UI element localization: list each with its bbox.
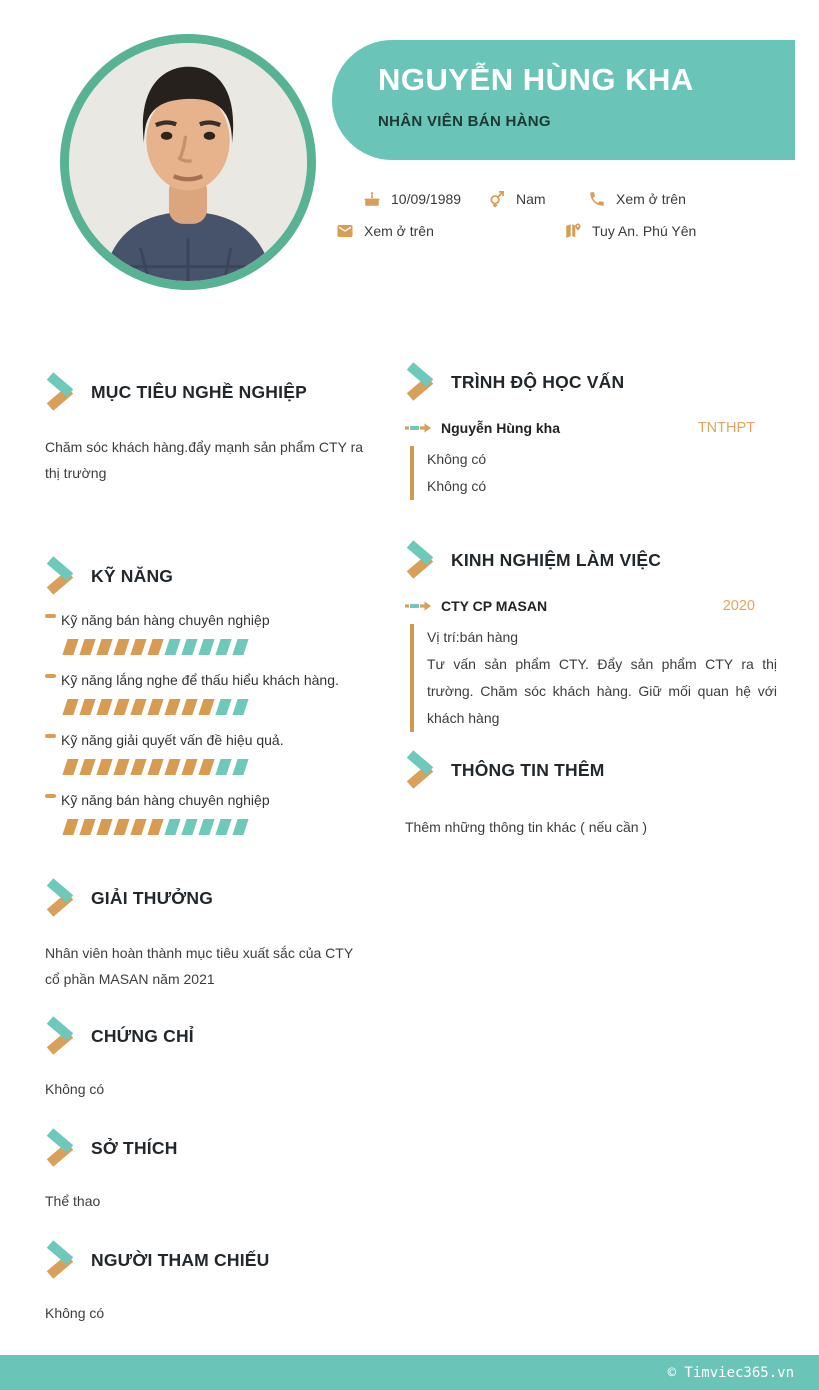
section-title: SỞ THÍCH (91, 1137, 178, 1158)
skill-label: Kỹ năng giải quyết vấn đề hiệu quả. (61, 732, 284, 748)
skill-level-bar (65, 759, 367, 776)
skill-segment (215, 699, 231, 715)
contact-phone-value: Xem ở trên (616, 191, 686, 207)
profile-photo (60, 34, 316, 290)
dash-bullet-icon (45, 614, 56, 618)
skill-segment (198, 639, 214, 655)
skill-segment (62, 759, 78, 775)
skill-level-bar (65, 639, 367, 656)
skill-segment (96, 819, 112, 835)
skill-segment (181, 639, 197, 655)
skill-segment (147, 699, 163, 715)
chevron-section-icon (45, 878, 76, 918)
section-title: TRÌNH ĐỘ HỌC VẤN (451, 371, 625, 392)
phone-icon (588, 190, 606, 208)
section-title: MỤC TIÊU NGHỀ NGHIỆP (91, 381, 307, 402)
chevron-section-icon (45, 556, 76, 596)
skill-segment (130, 759, 146, 775)
certificates-text: Không có (45, 1081, 105, 1097)
section-title: GIẢI THƯỞNG (91, 887, 214, 908)
section-awards (45, 878, 367, 992)
skill-segment (96, 759, 112, 775)
section-header (405, 362, 777, 402)
section-header (405, 750, 777, 790)
section-header (45, 1128, 367, 1168)
left-column (45, 372, 367, 1326)
skill-segment (232, 819, 248, 835)
section-title: KỸ NĂNG (91, 565, 174, 586)
education-detail-line: Không có (427, 451, 487, 467)
skill-segment (147, 819, 163, 835)
skill-label: Kỹ năng bán hàng chuyên nghiệp (61, 792, 270, 808)
education-details (410, 446, 777, 500)
footer-bar (0, 1355, 819, 1390)
skill-level-bar (65, 819, 367, 836)
section-experience (405, 540, 777, 732)
skill-segment (96, 699, 112, 715)
skill-segment (232, 699, 248, 715)
contact-birthday (363, 190, 461, 208)
objective-text: Chăm sóc khách hàng.đẩy mạnh sản phẩm CTY ra thị trường (45, 439, 364, 481)
education-entry-name-wrap (405, 420, 560, 436)
skill-segment (198, 759, 214, 775)
section-additional-info (405, 750, 777, 840)
chevron-section-icon (405, 540, 436, 580)
experience-description: Tư vấn sản phẩm CTY. Đẩy sản phẩm CTY ra thị trường. Chăm sóc khách hàng. Giữ mối quan hệ với khách hàng (427, 656, 777, 726)
skill-label: Kỹ năng lắng nghe để thấu hiểu khách hàng. (61, 672, 339, 688)
chevron-section-icon (405, 362, 436, 402)
education-entry-row (405, 420, 777, 436)
skill-segment (96, 639, 112, 655)
job-title: NHÂN VIÊN BÁN HÀNG (378, 113, 551, 130)
dash-bullet-icon (45, 674, 56, 678)
skill-segment (130, 819, 146, 835)
skill-segment (113, 819, 129, 835)
contact-address (564, 222, 696, 240)
skill-segment (232, 759, 248, 775)
birthday-cake-icon (363, 190, 381, 208)
section-title: NGƯỜI THAM CHIẾU (91, 1249, 270, 1270)
skill-item (45, 790, 367, 836)
section-title: KINH NGHIỆM LÀM VIỆC (451, 549, 662, 570)
contact-gender (488, 190, 546, 208)
skill-label: Kỹ năng bán hàng chuyên nghiệp (61, 612, 270, 628)
experience-tag: 2020 (722, 598, 755, 614)
references-text: Không có (45, 1305, 105, 1321)
dash-bullet-icon (45, 794, 56, 798)
arrow-bullet-icon (405, 423, 431, 433)
skill-level-bar (65, 699, 367, 716)
education-detail-line: Không có (427, 478, 487, 494)
right-column (405, 362, 777, 840)
skill-item (45, 730, 367, 776)
section-hobbies (45, 1128, 367, 1214)
section-title: CHỨNG CHỈ (91, 1025, 194, 1046)
skill-item (45, 670, 367, 716)
experience-details (410, 624, 777, 732)
section-header (45, 878, 367, 918)
education-name: Nguyễn Hùng kha (441, 420, 561, 436)
header-banner (332, 40, 795, 160)
skill-segment (198, 699, 214, 715)
chevron-section-icon (45, 1128, 76, 1168)
skill-segment (232, 639, 248, 655)
section-skills (45, 556, 367, 836)
skill-segment (113, 639, 129, 655)
chevron-section-icon (45, 1016, 76, 1056)
contact-email-value: Xem ở trên (364, 223, 434, 239)
skill-segment (181, 699, 197, 715)
section-objective (45, 372, 367, 486)
section-certificates (45, 1016, 367, 1102)
section-education (405, 362, 777, 500)
skill-segment (79, 639, 95, 655)
skill-segment (113, 759, 129, 775)
skill-segment (215, 819, 231, 835)
mail-icon (336, 222, 354, 240)
skill-segment (79, 759, 95, 775)
contact-address-value: Tuy An. Phú Yên (592, 223, 697, 239)
arrow-bullet-icon (405, 601, 431, 611)
section-header (45, 372, 367, 412)
candidate-name: NGUYỄN HÙNG KHA (378, 62, 694, 97)
section-title: THÔNG TIN THÊM (451, 759, 605, 780)
skill-segment (62, 819, 78, 835)
skill-segment (147, 639, 163, 655)
skill-segment (181, 819, 197, 835)
additional-info-text: Thêm những thông tin khác ( nếu cần ) (405, 819, 648, 835)
skill-segment (198, 819, 214, 835)
section-header (45, 556, 367, 596)
skill-segment (62, 639, 78, 655)
chevron-section-icon (45, 1240, 76, 1280)
skill-segment (164, 759, 180, 775)
portrait-illustration (69, 43, 307, 281)
skill-segment (164, 819, 180, 835)
skills-list (45, 610, 367, 836)
section-header (45, 1016, 367, 1056)
map-pin-icon (564, 222, 582, 240)
section-references (45, 1240, 367, 1326)
skill-segment (147, 759, 163, 775)
skill-segment (130, 639, 146, 655)
contact-phone (588, 190, 686, 208)
dash-bullet-icon (45, 734, 56, 738)
gender-icon (488, 190, 506, 208)
skill-item (45, 610, 367, 656)
skill-segment (215, 639, 231, 655)
experience-entry-row (405, 598, 777, 614)
experience-position: Vị trí:bán hàng (427, 629, 519, 645)
skill-segment (215, 759, 231, 775)
skill-segment (181, 759, 197, 775)
hobbies-text: Thể thao (45, 1193, 101, 1209)
skill-segment (79, 819, 95, 835)
chevron-section-icon (45, 372, 76, 412)
skill-segment (130, 699, 146, 715)
skill-segment (164, 699, 180, 715)
contact-gender-value: Nam (516, 191, 546, 207)
contact-birthday-value: 10/09/1989 (391, 191, 462, 207)
contact-email (336, 222, 434, 240)
footer-brand: © Timviec365.vn (667, 1364, 794, 1381)
awards-text: Nhân viên hoàn thành mục tiêu xuất sắc của CTY cổ phần MASAN năm 2021 (45, 945, 353, 987)
experience-company: CTY CP MASAN (441, 598, 548, 614)
chevron-section-icon (405, 750, 436, 790)
education-tag: TNTHPT (697, 420, 755, 436)
experience-entry-name-wrap (405, 598, 547, 614)
section-header (45, 1240, 367, 1280)
skill-segment (62, 699, 78, 715)
section-header (405, 540, 777, 580)
skill-segment (164, 639, 180, 655)
skill-segment (113, 699, 129, 715)
skill-segment (79, 699, 95, 715)
